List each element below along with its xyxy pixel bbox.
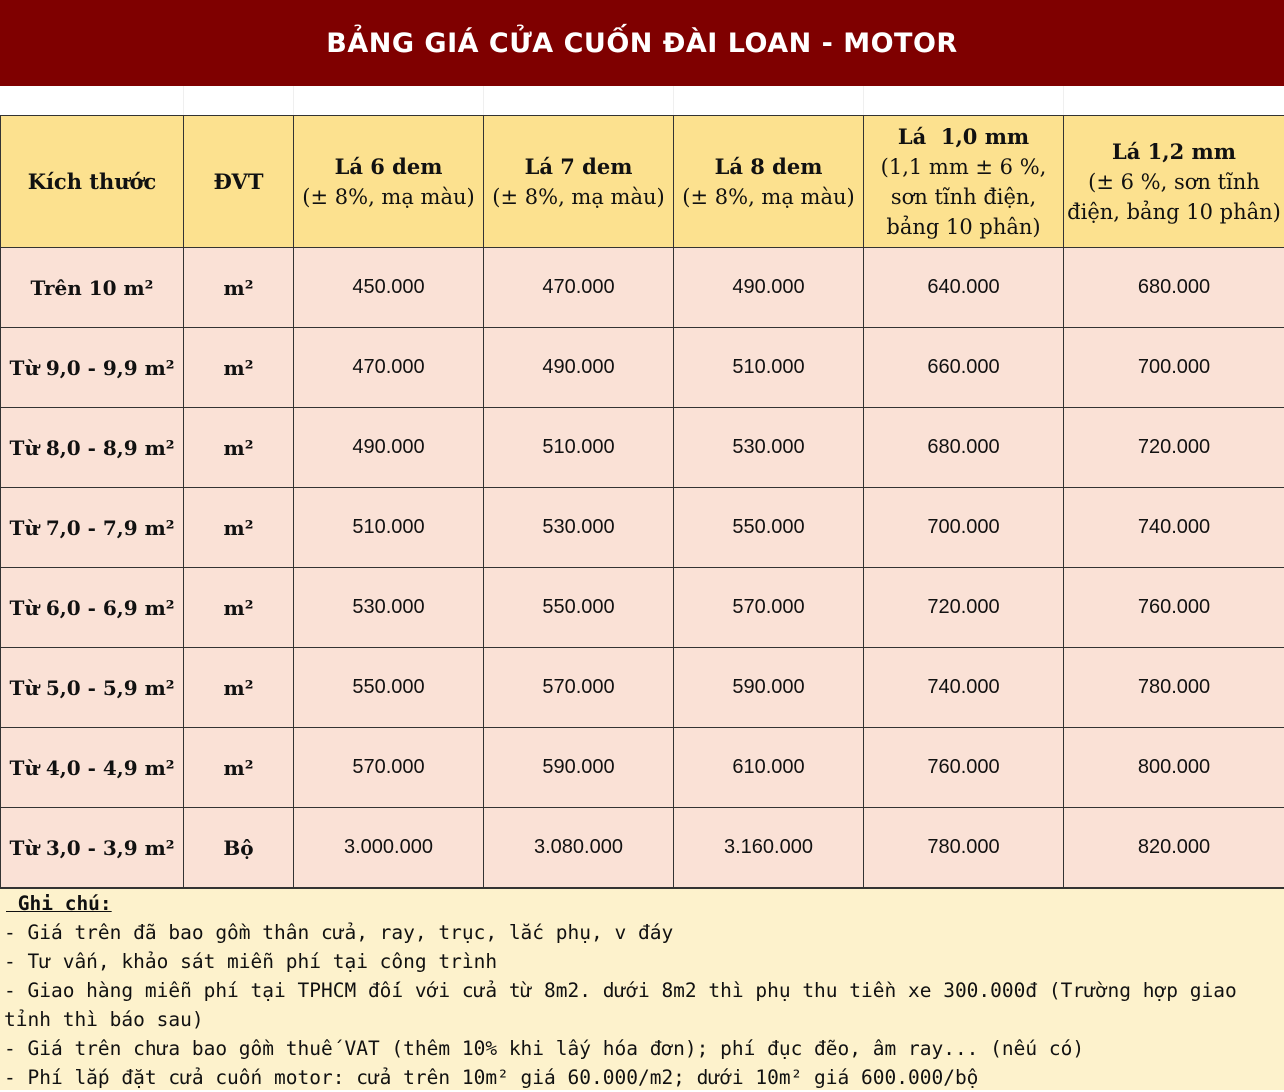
unit-cell: m² — [184, 328, 294, 408]
header-col3: Lá 8 dem (± 8%, mạ màu) — [674, 116, 864, 248]
price-cell: 590.000 — [674, 648, 864, 728]
price-cell: 760.000 — [1064, 568, 1284, 648]
header-col2: Lá 7 dem (± 8%, mạ màu) — [484, 116, 674, 248]
price-cell: 510.000 — [674, 328, 864, 408]
header-col5: Lá 1,2 mm (± 6 %, sơn tĩnh điện, bảng 10 phân) — [1064, 116, 1284, 248]
price-cell: 490.000 — [294, 408, 484, 488]
price-cell: 530.000 — [484, 488, 674, 568]
header-row — [1, 116, 1284, 248]
note-line: - Tư vấn, khảo sát miễn phí tại công trình — [0, 947, 1284, 976]
price-cell: 680.000 — [864, 408, 1064, 488]
table-row — [1, 488, 1284, 568]
price-cell: 530.000 — [294, 568, 484, 648]
table-row — [1, 808, 1284, 888]
price-cell: 3.160.000 — [674, 808, 864, 888]
spacer-row — [0, 86, 1284, 115]
price-cell: 510.000 — [484, 408, 674, 488]
unit-cell: m² — [184, 648, 294, 728]
price-cell: 450.000 — [294, 248, 484, 328]
price-cell: 530.000 — [674, 408, 864, 488]
table-row — [1, 648, 1284, 728]
price-table — [0, 115, 1284, 888]
header-unit: ĐVT — [184, 116, 294, 248]
price-cell: 510.000 — [294, 488, 484, 568]
size-cell: Trên 10 m² — [1, 248, 184, 328]
price-cell: 610.000 — [674, 728, 864, 808]
size-cell: Từ 8,0 - 8,9 m² — [1, 408, 184, 488]
size-cell: Từ 6,0 - 6,9 m² — [1, 568, 184, 648]
price-cell: 550.000 — [484, 568, 674, 648]
price-cell: 760.000 — [864, 728, 1064, 808]
price-cell: 640.000 — [864, 248, 1064, 328]
price-cell: 720.000 — [864, 568, 1064, 648]
size-cell: Từ 5,0 - 5,9 m² — [1, 648, 184, 728]
price-cell: 470.000 — [294, 328, 484, 408]
unit-cell: m² — [184, 568, 294, 648]
table-row — [1, 328, 1284, 408]
price-cell: 490.000 — [674, 248, 864, 328]
price-cell: 550.000 — [294, 648, 484, 728]
header-col4: Lá 1,0 mm (1,1 mm ± 6 %, sơn tĩnh điện, bảng 10 phân) — [864, 116, 1064, 248]
unit-cell: m² — [184, 728, 294, 808]
note-line: - Giá trên đã bao gồm thân cửa, ray, trục, lắc phụ, v đáy — [0, 918, 1284, 947]
price-cell: 570.000 — [294, 728, 484, 808]
price-cell: 470.000 — [484, 248, 674, 328]
size-cell: Từ 3,0 - 3,9 m² — [1, 808, 184, 888]
price-cell: 3.080.000 — [484, 808, 674, 888]
price-cell: 820.000 — [1064, 808, 1284, 888]
page-title: BẢNG GIÁ CỬA CUỐN ĐÀI LOAN - MOTOR — [0, 0, 1284, 86]
price-cell: 570.000 — [484, 648, 674, 728]
size-cell: Từ 9,0 - 9,9 m² — [1, 328, 184, 408]
header-size: Kích thước — [1, 116, 184, 248]
notes-heading: Ghi chú: — [0, 889, 1284, 918]
price-cell: 660.000 — [864, 328, 1064, 408]
header-col1: Lá 6 dem (± 8%, mạ màu) — [294, 116, 484, 248]
table-row — [1, 408, 1284, 488]
price-cell: 3.000.000 — [294, 808, 484, 888]
price-cell: 550.000 — [674, 488, 864, 568]
table-row — [1, 248, 1284, 328]
price-cell: 780.000 — [1064, 648, 1284, 728]
price-cell: 700.000 — [864, 488, 1064, 568]
note-line: - Giao hàng miễn phí tại TPHCM đối với cửa từ 8m2. dưới 8m2 thì phụ thu tiền xe 300.000đ (Trường hợp giao tỉnh thì báo sau) — [0, 976, 1284, 1034]
unit-cell: m² — [184, 248, 294, 328]
note-line: - Giá trên chưa bao gồm thuế VAT (thêm 10% khi lấy hóa đơn); phí đục đẽo, âm ray... (nếu có) — [0, 1034, 1284, 1063]
unit-cell: Bộ — [184, 808, 294, 888]
price-cell: 570.000 — [674, 568, 864, 648]
price-cell: 740.000 — [1064, 488, 1284, 568]
table-row — [1, 568, 1284, 648]
price-cell: 740.000 — [864, 648, 1064, 728]
size-cell: Từ 4,0 - 4,9 m² — [1, 728, 184, 808]
size-cell: Từ 7,0 - 7,9 m² — [1, 488, 184, 568]
price-cell: 590.000 — [484, 728, 674, 808]
unit-cell: m² — [184, 488, 294, 568]
price-cell: 780.000 — [864, 808, 1064, 888]
note-line: - Phí lắp đặt cửa cuốn motor: cửa trên 10m² giá 60.000/m2; dưới 10m² giá 600.000/bộ — [0, 1063, 1284, 1092]
price-cell: 490.000 — [484, 328, 674, 408]
notes-section — [0, 888, 1284, 1090]
price-cell: 680.000 — [1064, 248, 1284, 328]
price-cell: 720.000 — [1064, 408, 1284, 488]
price-cell: 700.000 — [1064, 328, 1284, 408]
unit-cell: m² — [184, 408, 294, 488]
table-row — [1, 728, 1284, 808]
price-cell: 800.000 — [1064, 728, 1284, 808]
